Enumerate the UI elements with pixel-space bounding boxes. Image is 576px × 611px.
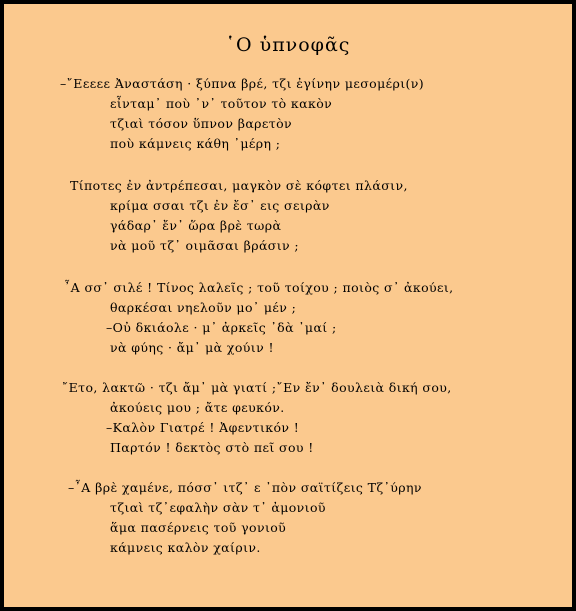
stanza-2-line-2: κρίμα σσαι τζι ἐν ἔσ᾽ εις σειρὰν	[110, 198, 330, 213]
stanza-4-line-3: –Καλὸν Γιατρέ ! Ἀφεντικόν !	[106, 420, 300, 435]
stanza-5-line-3: ἅμα πασέρνεις τοῦ γονιοῦ	[110, 520, 287, 535]
poem-page	[4, 4, 572, 607]
stanza-3-line-3: –Οὐ δκιάολε · μ᾽ ἀρκεῖς ᾽δὰ ᾽μαί ;	[106, 320, 337, 335]
stanza-1-line-3: τζιαὶ τόσον ὕπνον βαρετὸν	[110, 116, 293, 131]
stanza-1-line-2: εἶνταμ᾽ ποὺ ᾽ν᾽ τοῦτον τὸ κακὸν	[110, 96, 333, 111]
stanza-5-line-2: τζιαὶ τζ᾽εφαλὴν σὰν τ᾽ ἀμονιοῦ	[110, 500, 326, 515]
stanza-4-line-1: ῎Ετο, λακτῶ · τζι ἄμ᾽ μὰ γιατί ;῎Εν ἔν᾽ δουλειὰ δική σου,	[62, 380, 452, 395]
stanza-3-line-1: ῏Α σσ᾽ σιλέ ! Τίνος λαλεῖς ; τοῦ τοίχου ; ποιὸς σ᾽ ἀκούει,	[64, 280, 454, 295]
stanza-2-line-3: γάδαρ᾽ ἔν᾽ ὥρα βρὲ τωρὰ	[110, 218, 282, 233]
stanza-5-line-1: –῏Α βρὲ χαμένε, πόσσ᾽ ιτζ᾽ ε ᾽πὸν σαϊτίζεις Τζ᾽ύρην	[68, 480, 422, 495]
stanza-1-line-4: ποὺ κάμνεις κάθη ᾽μέρη ;	[110, 136, 281, 151]
stanza-1-line-1: –῎Εεεεε Ἀναστάση · ξύπνα βρέ, τζι ἐγίνην μεσομέρι(ν)	[60, 76, 425, 91]
stanza-2-line-1: Τίποτες ἐν ἀντρέπεσαι, μαγκὸν σὲ κόφτει πλάσιν,	[70, 178, 408, 193]
stanza-3-line-4: νὰ φύης · ἄμ᾽ μὰ χούιν !	[110, 340, 274, 355]
stanza-4-line-2: ἀκούεις μου ; ἄτε φευκόν.	[110, 400, 285, 415]
poem-title: ῾Ο ὑπνοφᾶς	[225, 34, 351, 56]
stanza-4-line-4: Παρτόν ! δεκτὸς στὸ πεῖ σου !	[110, 440, 314, 455]
stanza-3-line-2: θαρκέσαι νηελοῦν μο᾽ μέν ;	[110, 300, 297, 315]
stanza-2-line-4: νὰ μοῦ τζ᾽ οιμᾶσαι βράσιν ;	[110, 238, 300, 253]
stanza-5-line-4: κάμνεις καλὸν χαίριν.	[110, 540, 261, 555]
